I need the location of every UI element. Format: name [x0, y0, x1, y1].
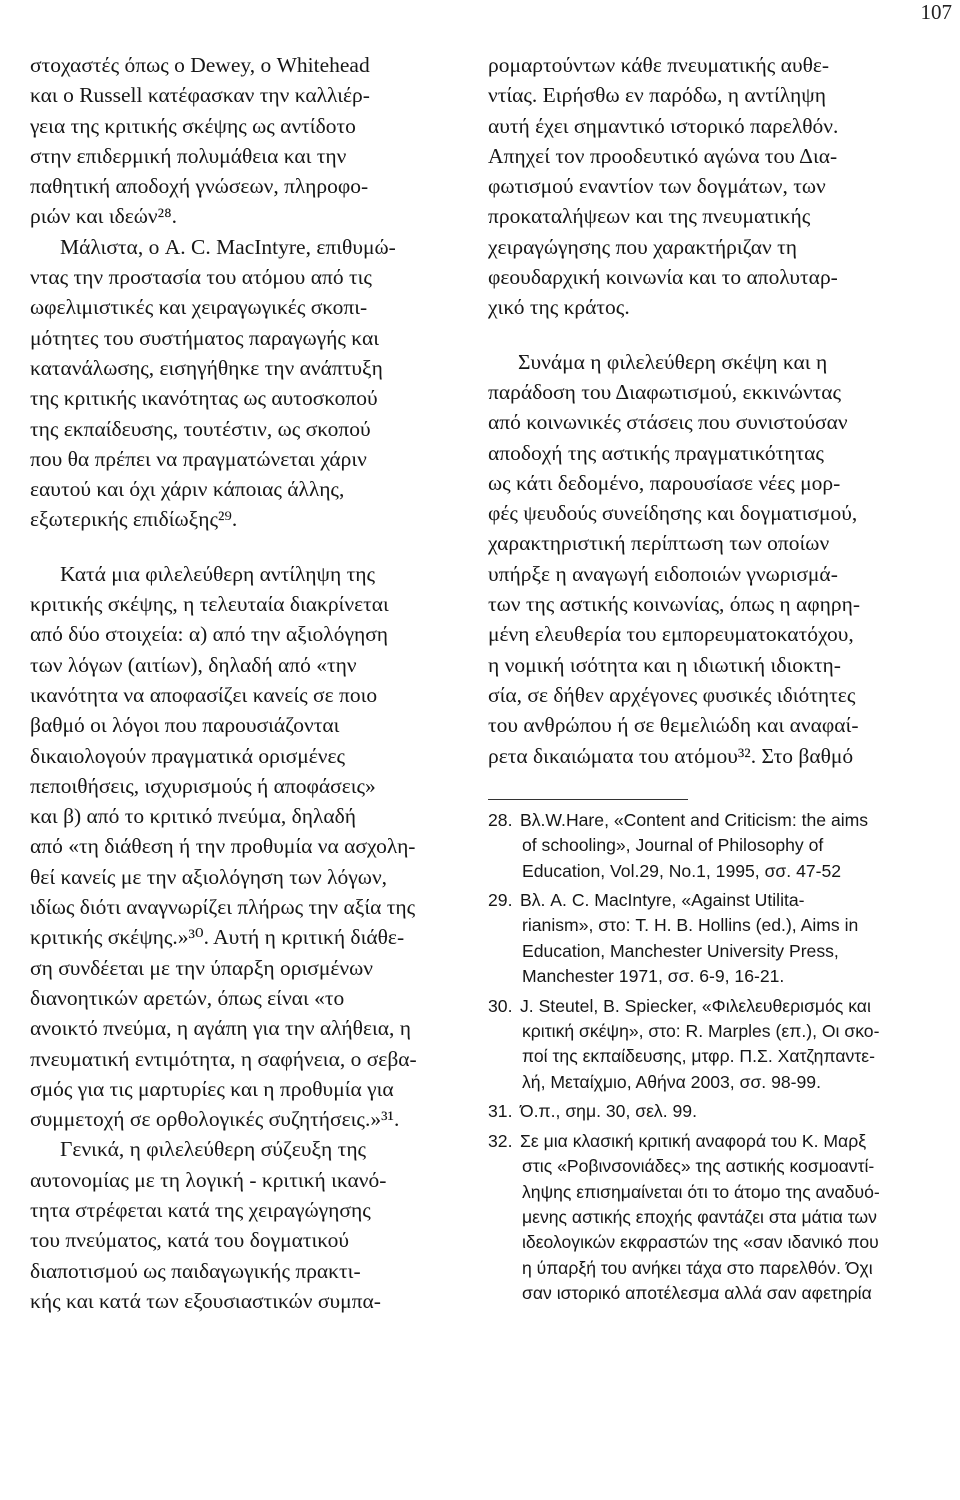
- footnote-line: [488, 994, 960, 1019]
- footnote-line: ποί της εκπαίδευσης, μτφρ. Π.Σ. Χατζηπαντε-: [522, 1046, 875, 1067]
- text-line: Συνάμα η φιλελεύθερη σκέψη και η: [518, 349, 828, 374]
- text-line: Γενικά, η φιλελεύθερη σύζευξη της: [60, 1137, 367, 1162]
- footnote: [488, 808, 960, 884]
- text-line: Μάλιστα, ο A. C. MacIntyre, επιθυμώ-: [60, 234, 396, 259]
- footnote-text: Βλ. A. C. MacIntyre, «Against Utilita-: [520, 890, 805, 911]
- footnote-line: λή, Μεταίχμιο, Αθήνα 2003, σσ. 98-99.: [522, 1071, 821, 1092]
- footnote-text: Βλ.W.Hare, «Content and Criticism: the aims: [520, 809, 869, 830]
- right-column: [488, 50, 960, 1311]
- text-line: γεια της κριτικής σκέψης ως αντίδοτο: [30, 113, 356, 138]
- text-line: δικαιολογούν πραγματικά ορισμένες: [30, 743, 346, 768]
- text-line: πεποιθήσεις, ισχυρισμούς ή αποφάσεις»: [30, 773, 376, 798]
- footnote-number: 28.: [488, 809, 513, 830]
- text-line: χειραγώγησης που χαρακτήριζαν τη: [488, 234, 798, 259]
- footnote: [488, 1099, 960, 1124]
- text-line: μότητες του συστήματος παραγωγής και: [30, 325, 379, 350]
- footnote-line: ληψης επισημαίνεται ότι το άτομο της αναδυό-: [522, 1181, 880, 1202]
- text-line: κής και κατά των εξουσιαστικών συμπα-: [30, 1288, 381, 1313]
- right-column-body: [488, 50, 960, 771]
- footnote: [488, 1129, 960, 1307]
- text-line: ση συνδέεται με την ύπαρξη ορισμένων: [30, 955, 374, 980]
- text-line: προκαταλήψεων και της πνευματικής: [488, 204, 811, 229]
- text-line: στην επιδερμική πολυμάθεια και την: [30, 143, 347, 168]
- footnote-text: Σε μια κλασική κριτική αναφορά του Κ. Μαρξ: [520, 1130, 867, 1151]
- footnote-line: ιδεολογικών εκφραστών της «σαν ιδανικό που: [522, 1232, 879, 1253]
- text-line: εξωτερικής επιδίωξης²⁹.: [30, 507, 238, 532]
- text-line: ρετα δικαιώματα του ατόμου³². Στο βαθμό: [488, 743, 854, 768]
- text-line: βαθμό οι λόγοι που παρουσιάζονται: [30, 713, 340, 738]
- footnote-number: 29.: [488, 890, 513, 911]
- text-line: παράδοση του Διαφωτισμού, εκκινώντας: [488, 379, 842, 404]
- text-line: της εκπαίδευσης, τουτέστιν, ως σκοπού: [30, 416, 371, 441]
- text-line: της κριτικής ικανότητας ως αυτοσκοπού: [30, 386, 378, 411]
- text-line: αποδοχή της αστικής πραγματικότητας: [488, 440, 824, 465]
- footnote-line: rianism», στο: T. H. B. Hollins (ed.), Aims in: [522, 915, 859, 936]
- text-line: ριών και ιδεών²⁸.: [30, 204, 177, 229]
- text-line: Απηχεί τον προοδευτικό αγώνα του Δια-: [488, 143, 838, 168]
- footnote-line: [488, 808, 960, 833]
- text-line: αυτονομίας με τη λογική - κριτική ικανό-: [30, 1167, 387, 1192]
- text-line: του πνεύματος, κατά του δογματικού: [30, 1228, 350, 1253]
- footnote-number: 32.: [488, 1130, 513, 1151]
- text-line: κριτικής σκέψης.»³⁰. Αυτή η κριτική διάθε-: [30, 925, 405, 950]
- footnote-line: μενης αστικής εποχής φαντάζει στα μάτια των: [522, 1206, 877, 1227]
- footnote-line: Education, Manchester University Press,: [522, 940, 839, 961]
- paragraph-gap: [488, 323, 960, 347]
- text-line: ανοικτό πνεύμα, η αγάπη για την αλήθεια, η: [30, 1016, 412, 1041]
- text-line: σία, σε δήθεν αρχέγονες φυσικές ιδιότητες: [488, 682, 856, 707]
- footnote-line: κριτική σκέψη», στο: R. Marples (επ.), Οι σκο-: [522, 1021, 880, 1042]
- text-line: συμμετοχή σε ορθολογικές συζητήσεις.»³¹.: [30, 1107, 400, 1132]
- text-line: υπήρξε η αναγωγή ειδοποιών γνωρισμά-: [488, 561, 838, 586]
- text-line: του ανθρώπου ή σε θεμελιώδη και αναφαί-: [488, 713, 859, 738]
- text-line: φεουδαρχική κοινωνία και το απολυταρ-: [488, 265, 838, 290]
- text-line: αυτή έχει σημαντικό ιστορικό παρελθόν.: [488, 113, 839, 138]
- footnote-number: 30.: [488, 995, 513, 1016]
- footnote-line: η ύπαρξή του ανήκει τάχα στο παρελθόν. Όχι: [522, 1257, 873, 1278]
- text-line: διαποτισμού ως παιδαγωγικής πρακτι-: [30, 1258, 361, 1283]
- footnote-line: Manchester 1971, σσ. 6-9, 16-21.: [522, 966, 785, 987]
- text-line: ντας την προστασία του ατόμου από τις: [30, 265, 372, 290]
- footnote-line: of schooling», Journal of Philosophy of: [522, 835, 824, 856]
- footnote-text: Ό.π., σημ. 30, σελ. 99.: [520, 1101, 697, 1122]
- text-line: κριτικής σκέψης, η τελευταία διακρίνεται: [30, 592, 389, 617]
- paragraph-gap: [30, 535, 462, 559]
- footnote-line: [488, 888, 960, 913]
- footnote-line: [488, 1099, 960, 1124]
- text-line: και ο Russell κατέφασκαν την καλλιέρ-: [30, 83, 370, 108]
- text-line: των λόγων (αιτίων), δηλαδή από «την: [30, 652, 357, 677]
- text-line: παθητική αποδοχή γνώσεων, πληροφο-: [30, 174, 369, 199]
- text-line: ικανότητα να αποφασίζει κανείς σε ποιο: [30, 682, 378, 707]
- text-line: στοχαστές όπως ο Dewey, ο Whitehead: [30, 53, 370, 77]
- left-column: [30, 50, 462, 1316]
- text-line: σμός για τις μαρτυρίες και η προθυμία για: [30, 1076, 394, 1101]
- text-line: από «τη διάθεση ή την προθυμία να ασχολη-: [30, 834, 416, 859]
- footnote-divider: [488, 799, 688, 800]
- text-line: από δύο στοιχεία: α) από την αξιολόγηση: [30, 622, 389, 647]
- text-line: η νομική ισότητα και η ιδιωτική ιδιοκτη-: [488, 652, 841, 677]
- footnote-line: [488, 1129, 960, 1154]
- text-line: ωφελιμιστικές και χειραγωγικές σκοπι-: [30, 295, 368, 320]
- footnote-line: στις «Ροβινσονιάδες» της αστικής κοσμοαντί-: [522, 1156, 875, 1177]
- footnotes: [488, 808, 960, 1307]
- text-line: ιδίως διότι αναγνωρίζει πλήρως την αξία της: [30, 895, 416, 920]
- text-line: χαρακτηριστική περίπτωση των οποίων: [488, 531, 830, 556]
- text-line: κατανάλωσης, εισηγήθηκε την ανάπτυξη: [30, 355, 383, 380]
- footnote-line: σαν ιστορικό αποτέλεσμα αλλά σαν αφετηρία: [522, 1283, 872, 1304]
- text-line: φωτισμού εναντίον των δογμάτων, των: [488, 174, 826, 199]
- text-line: και β) από το κριτικό πνεύμα, δηλαδή: [30, 804, 357, 829]
- text-line: διανοητικών αρετών, όπως είναι «το: [30, 985, 345, 1010]
- footnote-text: J. Steutel, B. Spiecker, «Φιλελευθερισμός και: [520, 995, 871, 1016]
- text-line: τητα στρέφεται κατά της χειραγώγησης: [30, 1197, 371, 1222]
- text-line: φές ψευδούς συνείδησης και δογματισμού,: [488, 501, 858, 526]
- footnote-number: 31.: [488, 1101, 513, 1122]
- text-line: των της αστικής κοινωνίας, όπως η αφηρη-: [488, 592, 861, 617]
- text-line: θεί κανείς με την αξιολόγηση των λόγων,: [30, 864, 388, 889]
- text-line: πνευματική εντιμότητα, η σαφήνεια, ο σεβα-: [30, 1046, 417, 1071]
- footnote: [488, 994, 960, 1096]
- footnote-line: Education, Vol.29, No.1, 1995, σσ. 47-52: [522, 860, 842, 881]
- text-line: ρομαρτούντων κάθε πνευματικής αυθε-: [488, 53, 830, 77]
- text-line: χικό της κράτος.: [488, 295, 630, 320]
- text-line: ντίας. Ειρήσθω εν παρόδω, η αντίληψη: [488, 83, 826, 108]
- text-line: εαυτού και όχι χάριν κάποιας άλλης,: [30, 477, 345, 502]
- footnote: [488, 888, 960, 990]
- text-line: ως κάτι δεδομένο, παρουσίασε νέες μορ-: [488, 470, 841, 495]
- text-line: μένη ελευθερία του εμπορευματοκατόχου,: [488, 622, 854, 647]
- page-number: 107: [920, 0, 952, 24]
- text-line: που θα πρέπει να πραγματώνεται χάριν: [30, 446, 367, 471]
- text-line: από κοινωνικές στάσεις που συνιστούσαν: [488, 410, 848, 435]
- text-line: Κατά μια φιλελεύθερη αντίληψη της: [60, 561, 376, 586]
